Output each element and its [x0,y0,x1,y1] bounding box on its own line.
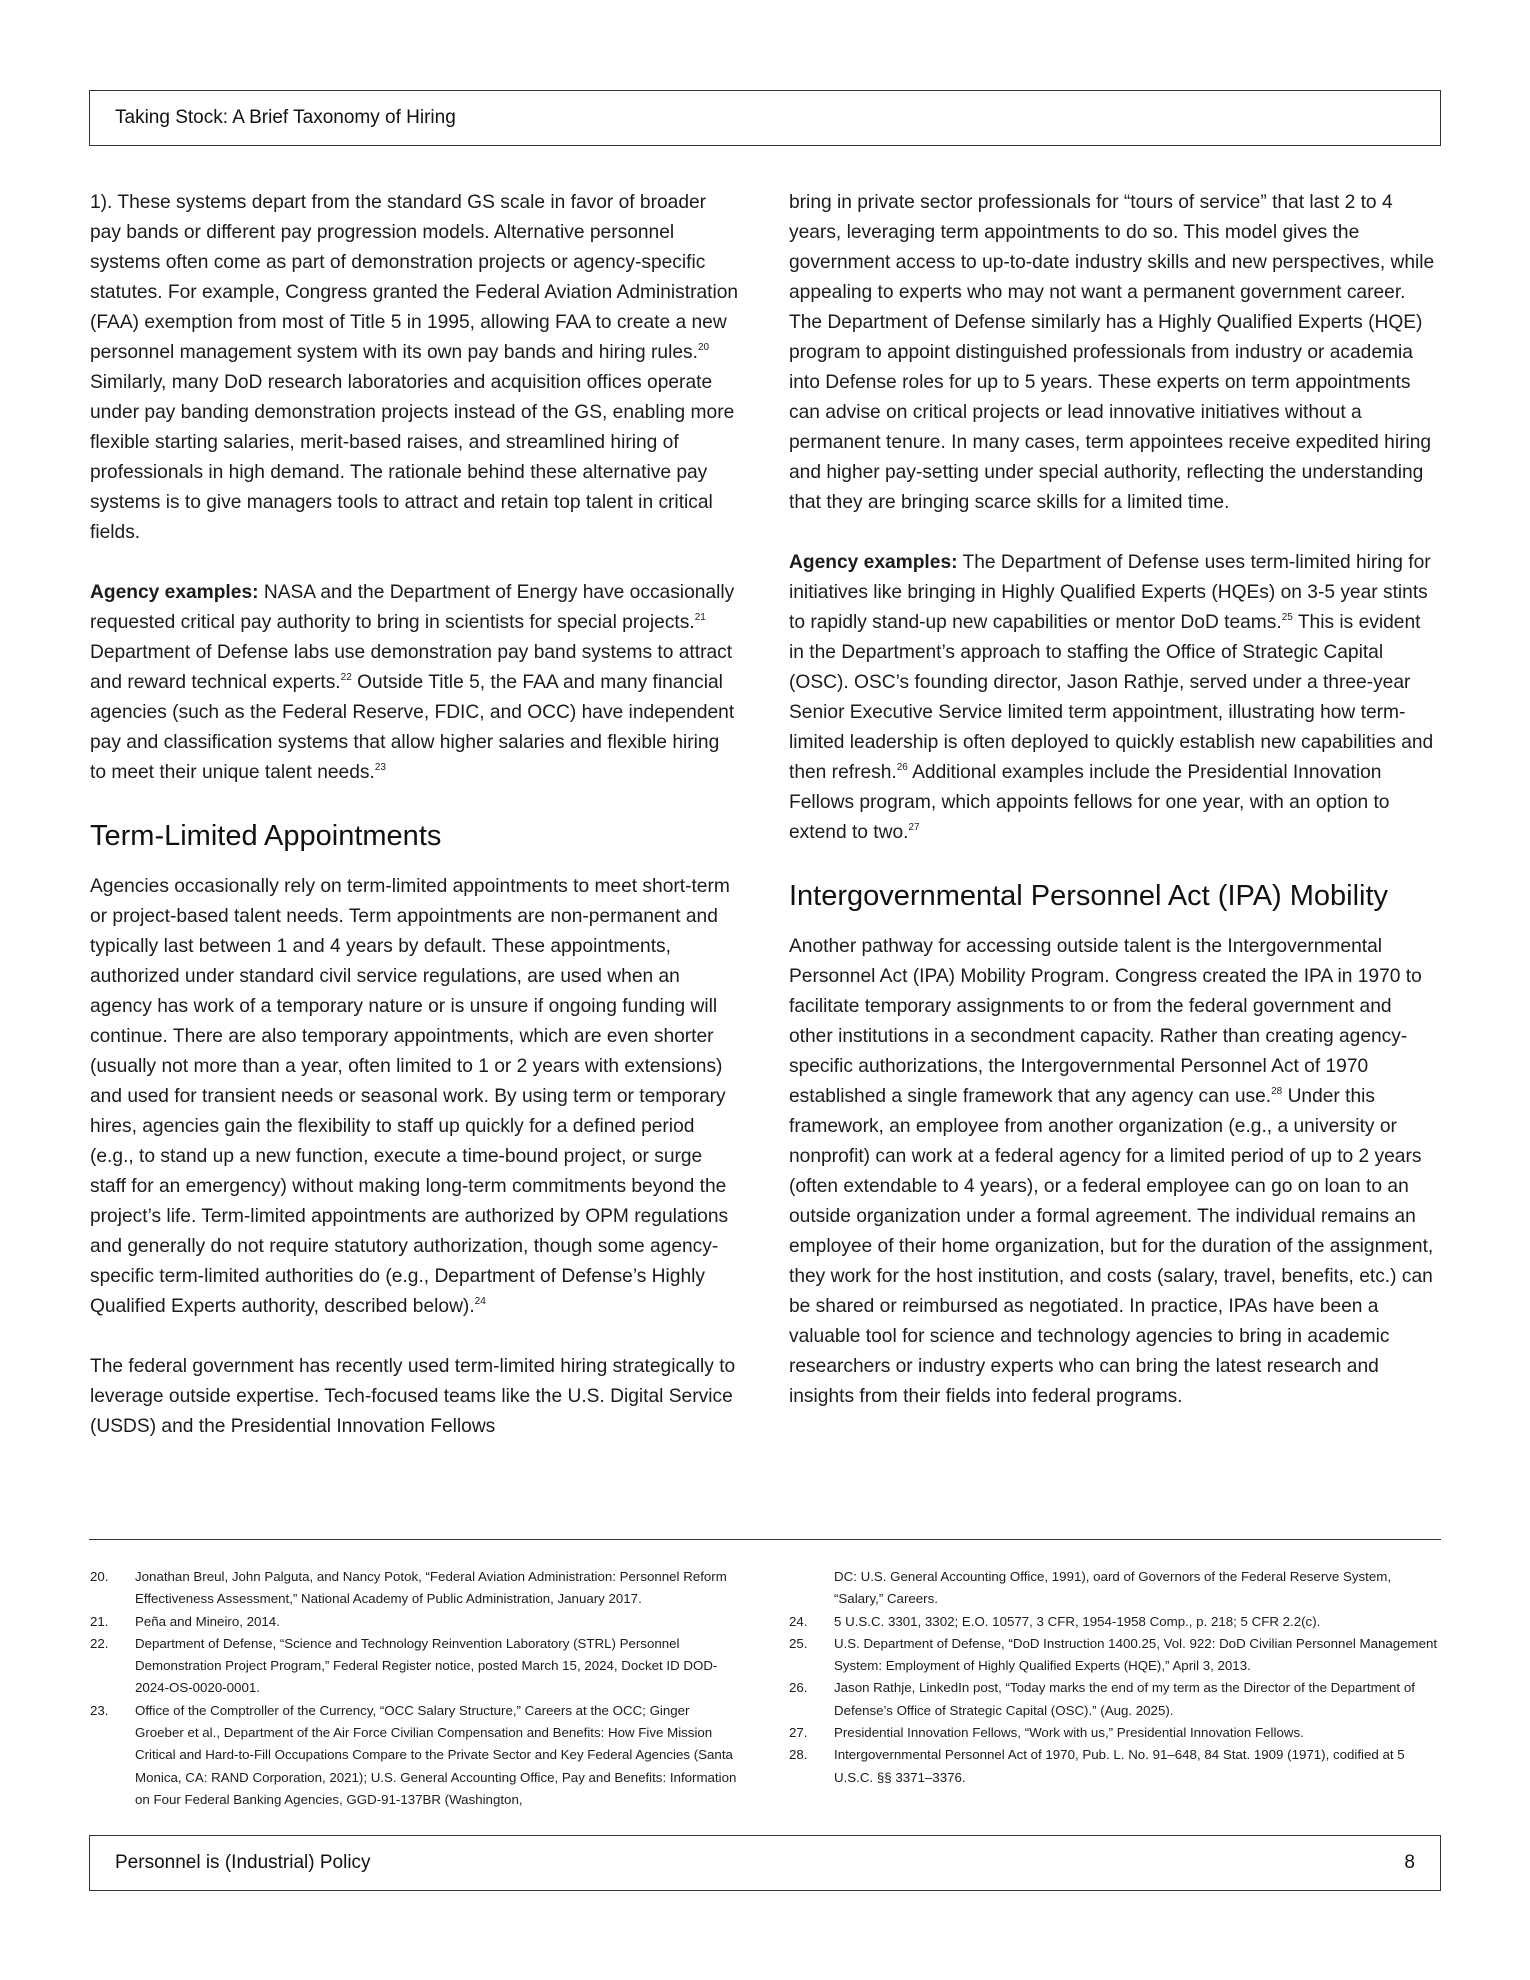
footnote-ref[interactable]: 22 [340,672,352,683]
footnote-number: 25. [789,1635,808,1651]
footnote-ref[interactable]: 26 [896,762,908,773]
footnote [789,1722,1439,1744]
footnote-number: 27. [789,1725,808,1741]
paragraph: Agency examples: NASA and the Department of Energy have occasionally requested critical pay authority to bring in scientists for special projects.$^{21}$ Department of Defense labs use demonstration pay band systems to attract and reward technical experts.$^{22}$ Outside Title 5, the FAA and many financial agencies (such as the Federal Reserve, FDIC, and OCC) have independent pay and classification systems that allow higher salaries and flexible hiring to meet their unique talent needs.$^{23}$ [90,582,735,783]
footnote-number: 21. [90,1613,109,1629]
page-header [89,90,1441,146]
footer-title: Personnel is (Industrial) Policy [115,1852,371,1873]
footnote-ref[interactable]: 21 [694,612,706,623]
footnote-number: 20. [90,1569,109,1584]
section-heading: Intergovernmental Personnel Act (IPA) Mobility [789,880,1389,912]
paragraph: Agencies occasionally rely on term-limited appointments to meet short-term or project-based talent needs. Term appointments are non-permanent and typically last between 1 and 4 years by default. These appointments, authorized under standard civil service regulations, are used when an agency has work of a temporary nature or is unsure if ongoing funding will continue. There are also temporary appointments, which are even shorter (usually not more than a year, often limited to 1 or 2 years with extensions) and used for transient needs or seasonal work. By using term or temporary hires, agencies gain the flexibility to staff up quickly for a defined period (e.g., to stand up a new function, execute a time-bound project, or surge staff for an emergency) without making long-term commitments beyond the project’s life. Term-limited appointments are authorized by OPM regulations and generally do not require statutory authorization, though some agency-specific term-limited authorities do (e.g., Department of Defense’s Highly Qualified Experts authority, described below).$^{24}$ [90,876,730,1317]
footnote-ref[interactable]: 28 [1271,1086,1283,1097]
lead-in: Agency examples: [789,552,958,573]
footnote-text: Intergovernmental Personnel Act of 1970, Pub. L. No. 91–648, 84 Stat. 1909 (1971), codified at 5 U.S.C. §§ 3371–3376. [834,1747,1405,1785]
footnote [789,1744,1439,1789]
footnote-number: 28. [789,1747,808,1763]
footnote-ref[interactable]: 27 [908,822,920,833]
footnote-text: Office of the Comptroller of the Currency, “OCC Salary Structure,” Careers at the OCC; Ginger Groeber et al., Department of the Air Force Civilian Compensation and Benefits: How Five Mission Critical and Hard-to-Fill Occupations Compare to the Private Sector and Key Federal Agencies (Santa Monica, CA: RAND Corporation, 2021); U.S. General Accounting Office, Pay and Benefits: Information on Four Federal Banking Agencies, GGD-91-137BR (Washington, [135,1702,737,1807]
footnote [789,1633,1439,1678]
footnote [90,1566,740,1611]
page-number: 8 [1404,1852,1415,1873]
paragraph: Another pathway for accessing outside talent is the Intergovernmental Personnel Act (IPA) Mobility Program. Congress created the IPA in 1970 to facilitate temporary assignments to or from the federal government and other institutions in a secondment capacity. Rather than creating agency-specific authorizations, the Intergovernmental Personnel Act of 1970 established a single framework that any agency can use.$^{28}$ Under this framework, an employee from another organization (e.g., a university or nonprofit) can work at a federal agency for a limited period of up to 2 years (often extendable to 4 years), or a federal employee can go on loan to an outside organization under a formal agreement. The individual remains an employee of their home organization, but for the duration of the assignment, they work for the host institution, and costs (salary, travel, benefits, etc.) can be shared or reimbursed as negotiated. In practice, IPAs have been a valuable tool for science and technology agencies to bring in academic researchers or industry experts who can bring the latest research and insights from their fields into federal programs. [789,936,1434,1407]
footnote-number: 22. [90,1635,109,1651]
footnote [789,1677,1439,1722]
footnotes-left [90,1566,740,1811]
paragraph: bring in private sector professionals for “tours of service” that last 2 to 4 years, leveraging term appointments to do so. This model gives the government access to up-to-date industry skills and new perspectives, while appealing to experts who may not want a permanent government career. The Department of Defense similarly has a Highly Qualified Experts (HQE) program to appoint distinguished professionals from industry or academia into Defense roles for up to 5 years. These experts on term appointments can advise on critical projects or lead innovative initiatives without a permanent tenure. In many cases, term appointees receive expedited hiring and higher pay-setting under special authority, reflecting the understanding that they are bringing scarce skills for a limited time. [789,192,1435,513]
lead-in: Agency examples: [90,582,259,603]
footnote-ref[interactable]: 25 [1281,612,1293,623]
footnote-divider [89,1539,1441,1540]
paragraph: Agency examples: The Department of Defense uses term-limited hiring for initiatives like bringing in Highly Qualified Experts (HQEs) on 3-5 year stints to rapidly stand-up new capabilities or mentor DoD teams.$^{25}$ This is evident in the Department’s approach to staffing the Office of Strategic Capital (OSC). OSC’s founding director, Jason Rathje, served under a three-year Senior Executive Service limited term appointment, illustrating how term-limited leadership is often deployed to quickly establish new capabilities and then refresh.$^{26}$ Additional examples include the Presidential Innovation Fellows program, which appoints fellows for one year, with an option to extend to two.$^{27}$ [789,552,1434,843]
footnote [90,1611,740,1633]
footnote-continuation [789,1566,1439,1611]
footnote [789,1611,1439,1633]
footnotes-right [789,1566,1439,1789]
footnote-text: Presidential Innovation Fellows, “Work with us,” Presidential Innovation Fellows. [834,1725,1304,1741]
right-column [789,188,1439,1412]
footnote-number: 23. [90,1702,109,1718]
left-column [90,188,740,1442]
paragraph: The federal government has recently used term-limited hiring strategically to leverage outside expertise. Tech-focused teams like the U.S. Digital Service (USDS) and the Presidential Innovation Fellows [90,1356,736,1437]
footnote-ref[interactable]: 24 [474,1296,486,1307]
footnote-text: Jonathan Breul, John Palguta, and Nancy Potok, “Federal Aviation Administration: Personnel Reform Effectiveness Assessment,” National Academy of Public Administration, January 2017. [135,1569,727,1607]
section-heading: Term-Limited Appointments [90,820,442,852]
footnote-text: Peña and Mineiro, 2014. [135,1613,280,1629]
header-title: Taking Stock: A Brief Taxonomy of Hiring [115,107,456,128]
footnote-text: DC: U.S. General Accounting Office, 1991), oard of Governors of the Federal Reserve System, “Salary,” Careers. [834,1569,1392,1607]
footnote-ref[interactable]: 23 [374,762,386,773]
footnote [90,1700,740,1811]
footnote-number: 24. [789,1613,808,1629]
footnote-text: 5 U.S.C. 3301, 3302; E.O. 10577, 3 CFR, 1954-1958 Comp., p. 218; 5 CFR 2.2(c). [834,1613,1321,1629]
page-footer [89,1835,1441,1891]
footnote-text: U.S. Department of Defense, “DoD Instruction 1400.25, Vol. 922: DoD Civilian Personnel Management System: Employment of Highly Qualified Experts (HQE),” April 3, 2013. [834,1635,1438,1674]
footnote-text: Department of Defense, “Science and Technology Reinvention Laboratory (STRL) Personnel Demonstration Project Program,” Federal Register notice, posted March 15, 2024, Docket ID DOD-2024-OS-0020-0001. [135,1635,718,1696]
paragraph: 1). These systems depart from the standard GS scale in favor of broader pay bands or different pay progression models. Alternative personnel systems often come as part of demonstration projects or agency-specific statutes. For example, Congress granted the Federal Aviation Administration (FAA) exemption from most of Title 5 in 1995, allowing FAA to create a new personnel management system with its own pay bands and hiring rules.$^{20}$ Similarly, many DoD research laboratories and acquisition offices operate under pay banding demonstration projects instead of the GS, enabling more flexible starting salaries, merit-based raises, and streamlined hiring of professionals in high demand. The rationale behind these alternative pay systems is to give managers tools to attract and retain top talent in critical fields. [90,192,739,543]
footnote-text: Jason Rathje, LinkedIn post, “Today marks the end of my term as the Director of the Department of Defense’s Office of Strategic Capital (OSC).” (Aug. 2025). [834,1680,1415,1718]
footnote [90,1633,740,1700]
footnote-ref[interactable]: 20 [697,342,710,353]
footnote-number: 26. [789,1680,808,1696]
